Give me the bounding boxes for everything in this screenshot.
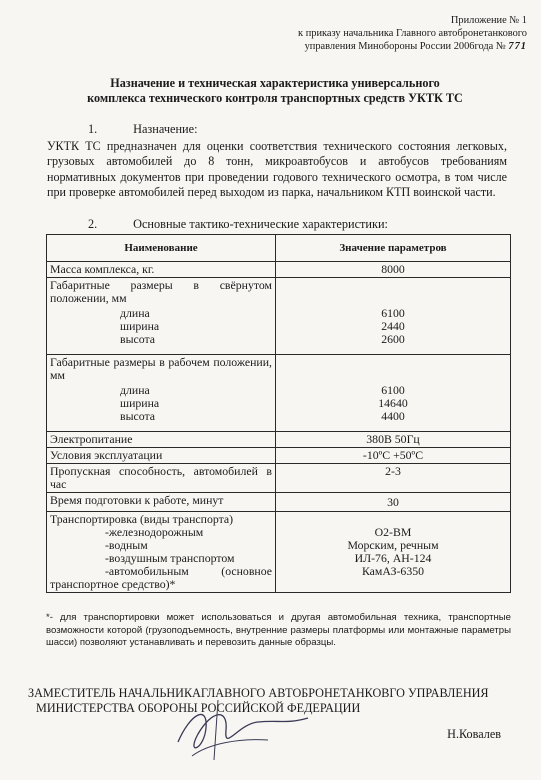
folded-height-label: высота xyxy=(120,332,156,346)
working-width: 14640 xyxy=(378,396,408,410)
specs-table xyxy=(46,234,511,593)
transport-road-label-line1: -автомобильным (основное xyxy=(105,564,272,578)
folded-width-label: ширина xyxy=(120,319,160,333)
working-length-label: длина xyxy=(120,383,150,397)
folded-dims-values xyxy=(276,278,511,355)
table-row xyxy=(47,464,511,493)
handwritten-signature xyxy=(168,694,318,764)
folded-width: 2440 xyxy=(381,319,405,333)
signature-line1: ЗАМЕСТИТЕЛЬ НАЧАЛЬНИКАГЛАВНОГО АВТОБРОНЕТАНКОВГО УПРАВЛЕНИЯ xyxy=(28,686,489,700)
working-dims-name xyxy=(47,355,276,432)
transport-rail-value: О2-ВМ xyxy=(374,525,412,539)
appendix-line3-prefix: управления Минобороны России 2006года № xyxy=(304,41,506,52)
conditions-name: Условия эксплуатации xyxy=(47,448,276,464)
table-row xyxy=(47,278,511,355)
order-number: 771 xyxy=(508,41,527,52)
table-row xyxy=(47,355,511,432)
folded-name-line2: положении, мм xyxy=(50,291,127,305)
mass-value: 8000 xyxy=(276,262,511,278)
working-width-label: ширина xyxy=(120,396,160,410)
throughput-name-line2: час xyxy=(50,477,67,491)
prep-time-value: 30 xyxy=(276,493,511,512)
title-line2: комплекса технического контроля транспортных средств УКТК ТС xyxy=(87,91,463,105)
header-name: Наименование xyxy=(47,235,276,262)
table-row xyxy=(47,512,511,593)
transport-heading: Транспортировка (виды транспорта) xyxy=(50,512,234,526)
folded-length-label: длина xyxy=(120,306,150,320)
table-header-row xyxy=(47,235,511,262)
appendix-line1: Приложение № 1 xyxy=(450,15,527,26)
conditions-value: -10ºС +50ºС xyxy=(276,448,511,464)
section2-number: 2. xyxy=(88,217,98,231)
transport-name xyxy=(47,512,276,593)
transport-road-label-line2: транспортное средство)* xyxy=(50,577,176,591)
folded-height: 2600 xyxy=(381,332,405,346)
folded-name-line1: Габаритные размеры в свёрнутом xyxy=(50,278,272,292)
table-row xyxy=(47,262,511,278)
signatory-name: Н.Ковалев xyxy=(447,727,501,741)
title-line1: Назначение и техническая характеристика универсального xyxy=(110,76,440,90)
appendix-header xyxy=(298,14,527,53)
transport-values xyxy=(276,512,511,593)
header-value: Значение параметров xyxy=(276,235,511,262)
transport-air-label: -воздушным транспортом xyxy=(105,551,235,565)
working-height: 4400 xyxy=(381,409,405,423)
throughput-value: 2-3 xyxy=(276,464,511,493)
transport-water-value: Морским, речным xyxy=(347,538,439,552)
table-row xyxy=(47,493,511,512)
appendix-line2: к приказу начальника Главного автобронетанкового xyxy=(298,28,527,39)
working-length: 6100 xyxy=(381,383,405,397)
folded-dims-name xyxy=(47,278,276,355)
power-value: 380В 50Гц xyxy=(276,432,511,448)
section2-heading xyxy=(88,217,388,232)
folded-length: 6100 xyxy=(381,306,405,320)
mass-name: Масса комплекса, кг. xyxy=(47,262,276,278)
section1-heading xyxy=(88,122,198,137)
section2-heading-text: Основные тактико-технические характеристики: xyxy=(133,217,388,231)
appendix-line3 xyxy=(298,40,527,53)
signature-line2: МИНИСТЕРСТВА ОБОРОНЫ РОССИЙСКОЙ ФЕДЕРАЦИИ xyxy=(36,701,361,715)
working-name-line1: Габаритные размеры в рабочем положении, xyxy=(50,355,272,369)
prep-time-name: Время подготовки к работе, минут xyxy=(47,493,276,512)
transport-water-label: -водным xyxy=(105,538,148,552)
working-name-line2: мм xyxy=(50,368,65,382)
throughput-name xyxy=(47,464,276,493)
transport-air-value: ИЛ-76, АН-124 xyxy=(354,551,432,565)
throughput-name-line1: Пропускная способность, автомобилей в xyxy=(50,464,272,478)
document-title xyxy=(40,76,510,106)
table-row xyxy=(47,448,511,464)
section1-number: 1. xyxy=(88,122,98,136)
working-dims-values xyxy=(276,355,511,432)
transport-rail-label: -железнодорожным xyxy=(105,525,204,539)
transport-road-value: КамАЗ-6350 xyxy=(361,564,425,578)
footnote: *- для транспортировки может использоваться и другая автомобильная техника, транспортные возможности которой (грузоподъемность, внутренние размеры платформы или монтажные параметры шасси) позволяют устанавливать и перевозить данные образцы. xyxy=(46,612,511,648)
power-name: Электропитание xyxy=(47,432,276,448)
table-row xyxy=(47,432,511,448)
purpose-paragraph: УКТК ТС предназначен для оценки соответствия технического состояния легковых, грузовых автомобилей до 8 тонн, микроавтобусов и автобусов требованиям нормативных документов при проведении годового технического осмотра, в том числе при проверке автомобилей перед выходом из парка, начальником КТП воинской части. xyxy=(47,139,507,200)
section1-heading-text: Назначение: xyxy=(133,122,198,136)
working-height-label: высота xyxy=(120,409,156,423)
